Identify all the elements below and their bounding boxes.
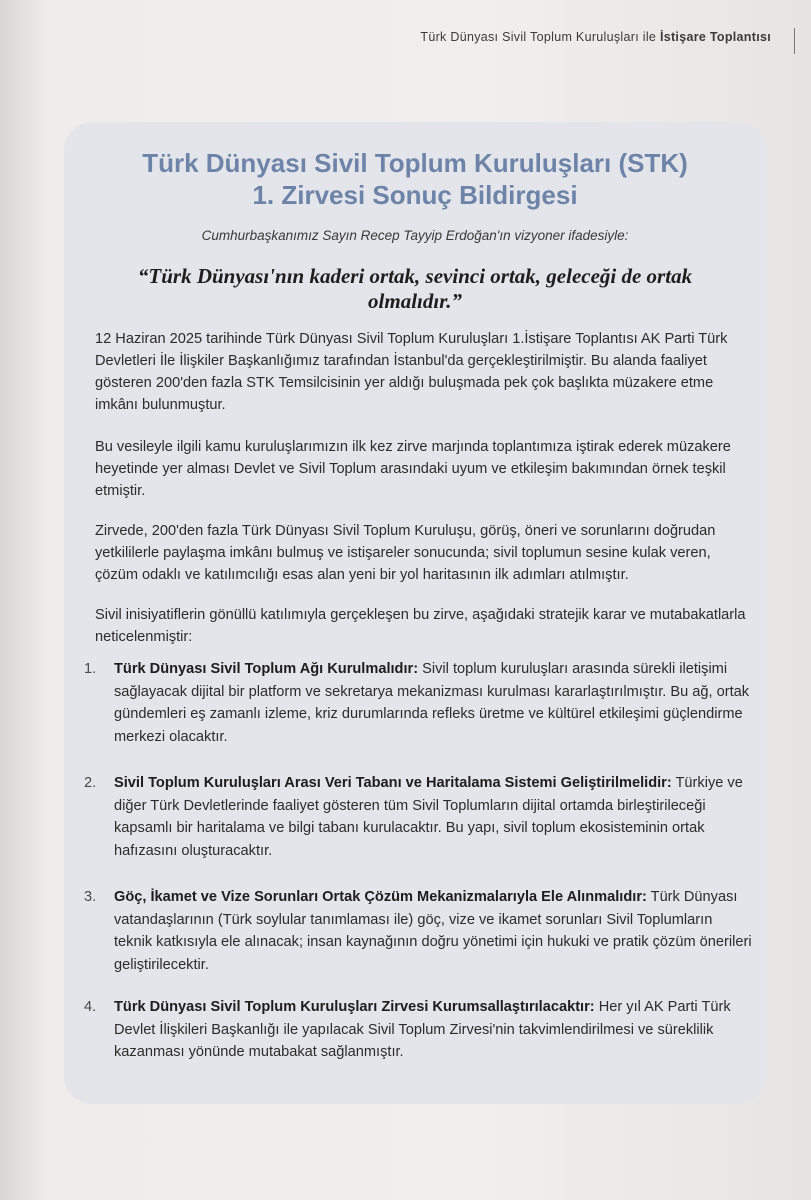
running-header-bold: İstişare Toplantısı (659, 30, 771, 44)
list-item-body: Sivil toplum kuruluşları arasında sürekli iletişimi sağlayacak dijital bir platform ve sekretarya mekanizması kurulması kararlaştırılmıştır. Bu ağ, ortak gündemleri eş zamanlı izleme, kriz durumlarında refleks üretme ve kültürel etkileşimi güçlendirme merkezi olacaktır. (114, 661, 750, 745)
list-number: 3. (84, 889, 97, 905)
intro-line: Cumhurbaşkanımız Sayın Recep Tayyip Erdoğan'ın vizyoner ifadesiyle: (201, 228, 629, 243)
list-number: 2. (84, 775, 97, 791)
list-item (84, 772, 754, 862)
list-item-heading: Türk Dünyası Sivil Toplum Ağı Kurulmalıdır: (114, 661, 419, 677)
list-number: 1. (84, 661, 97, 677)
list-item-heading: Sivil Toplum Kuruluşları Arası Veri Tabanı ve Haritalama Sistemi Geliştirilmelidir: (114, 775, 672, 791)
paragraph: Zirvede, 200'den fazla Türk Dünyası Sivil Toplum Kuruluşu, görüş, öneri ve sorunlarını doğrudan yetkililerle paylaşma imkânı bulmuş ve istişareler sonucunda; sivil toplumun sesine kulak veren, çözüm odaklı ve katılımcılığı esas alan yeni bir yol haritasının ilk adımları atılmıştır. (95, 523, 716, 583)
list-item (84, 886, 754, 976)
list-item-heading: Göç, İkamet ve Vize Sorunları Ortak Çözüm Mekanizmalarıyla Ele Alınmalıdır: (114, 889, 647, 905)
quote-line-2: olmalıdır.” (368, 289, 462, 313)
list-item-body: Türkiye ve diğer Türk Devletlerinde faaliyet gösteren tüm Sivil Toplumların dijital ortamda birleştirileceği kapsamlı bir haritalama ve bilgi tabanı kurulacaktır. Bu yapı, sivil toplum ekosisteminin ortak hafızasını oluşturacaktır. (114, 775, 743, 859)
page-title-line-1: Türk Dünyası Sivil Toplum Kuruluşları (STK) (142, 148, 688, 178)
list-item (84, 658, 754, 748)
running-header (420, 30, 771, 44)
list-item-body: Türk Dünyası vatandaşlarının (Türk soylular tanımlaması ile) göç, vize ve ikamet sorunları Sivil Toplumların teknik katkısıyla ele alınacak; insan kaynağının doğru yönetimi için hukuki ve pratik çözüm önerileri geliştirilecektir. (114, 889, 752, 973)
paragraph: Sivil inisiyatiflerin gönüllü katılımıyla gerçekleşen bu zirve, aşağıdaki stratejik karar ve mutabakatlarla neticelenmiştir: (95, 607, 746, 645)
quote-line-1: “Türk Dünyası'nın kaderi ortak, sevinci ortak, geleceği de ortak (137, 264, 693, 288)
page-title-line-2: 1. Zirvesi Sonuç Bildirgesi (252, 180, 578, 210)
list-item (84, 996, 754, 1064)
running-header-text: Türk Dünyası Sivil Toplum Kuruluşları ile (420, 30, 660, 44)
paragraph: 12 Haziran 2025 tarihinde Türk Dünyası Sivil Toplum Kuruluşları 1.İstişare Toplantısı AK Parti Türk Devletleri İle İlişkiler Başkanlığımız tarafından İstanbul'da gerçekleştirilmiştir. Bu alanda faaliyet gösteren 200'den fazla STK Temsilcisinin yer aldığı buluşmada pek çok başlıkta müzakere etme imkânı bulunmuştur. (95, 331, 728, 413)
list-item-body: Her yıl AK Parti Türk Devlet İlişkileri Başkanlığı ile yapılacak Sivil Toplum Zirvesi'nin takvimlendirilmesi ve süreklilik kazanması yönünde mutabakat sağlanmıştır. (114, 999, 731, 1060)
list-item-heading: Türk Dünyası Sivil Toplum Kuruluşları Zirvesi Kurumsallaştırılacaktır: (114, 999, 595, 1015)
header-divider (794, 28, 795, 54)
paragraph: Bu vesileyle ilgili kamu kuruluşlarımızın ilk kez zirve marjında toplantımıza iştirak ederek müzakere heyetinde yer alması Devlet ve Sivil Toplum arasındaki uyum ve etkileşim bakımından örnek teşkil etmiştir. (95, 439, 731, 499)
list-number: 4. (84, 999, 97, 1015)
